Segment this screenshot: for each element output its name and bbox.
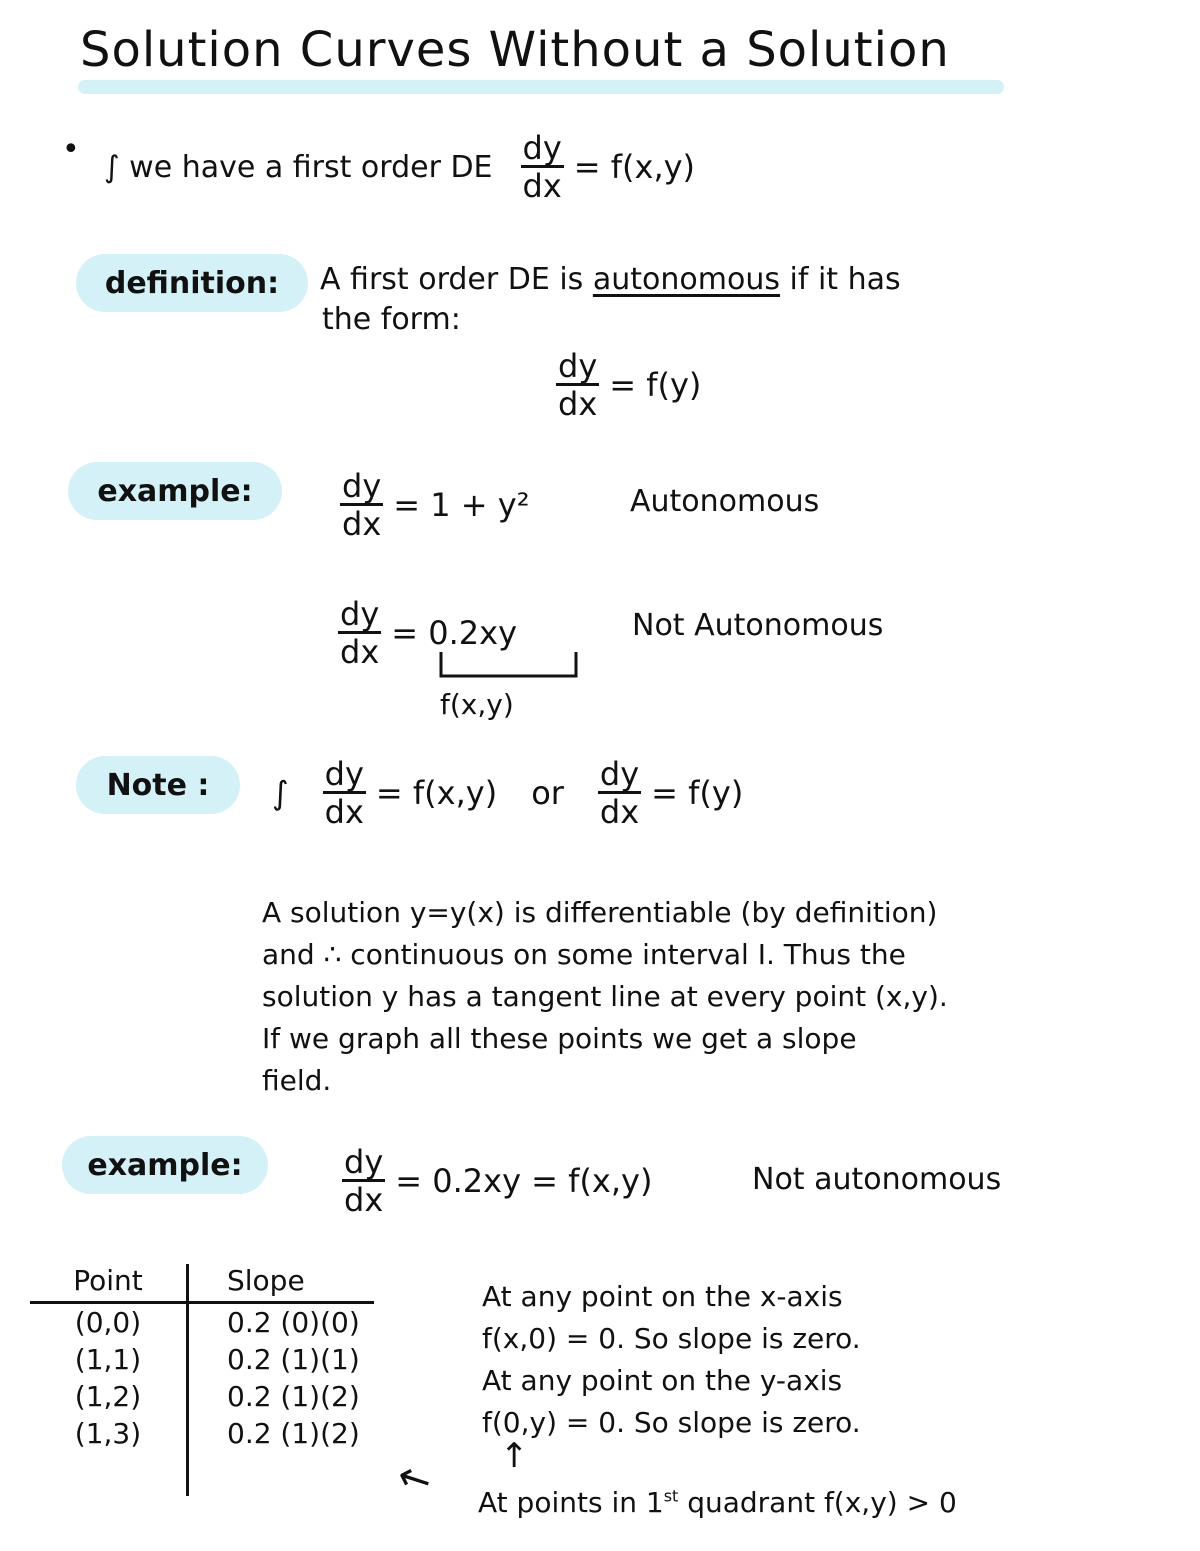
table-row <box>30 1378 374 1415</box>
definition-text-pre: A first order DE is <box>320 262 584 297</box>
table-row <box>30 1341 374 1378</box>
example1-note1: Autonomous <box>630 484 820 519</box>
note-paragraph <box>262 892 1192 1102</box>
fraction-denominator: dx <box>324 793 364 831</box>
fraction-numerator: dy <box>558 347 598 385</box>
note-equations <box>272 755 744 831</box>
fraction-numerator: dy <box>324 755 364 793</box>
paragraph-line: If we graph all these points we get a slope <box>262 1022 857 1055</box>
fraction-numerator: dy <box>342 467 382 505</box>
intro-fraction <box>521 129 564 205</box>
fraction-denominator: dx <box>522 167 562 205</box>
bottom-note-superscript: st <box>663 1486 679 1506</box>
example1-equation2-rhs: = 0.2xy <box>391 614 517 652</box>
table-cell-point: (1,2) <box>30 1378 188 1415</box>
observation-line: At any point on the x-axis <box>482 1280 843 1313</box>
paragraph-line: and ∴ continuous on some interval I. Thus the <box>262 938 906 971</box>
fraction-denominator: dx <box>342 505 382 543</box>
example2-equation-rhs: = 0.2xy = f(x,y) <box>395 1162 653 1200</box>
observation-line: f(0,y) = 0. So slope is zero. <box>482 1406 861 1439</box>
bottom-note-pre: At points in 1 <box>478 1486 664 1519</box>
fraction-numerator: dy <box>599 755 640 793</box>
definition-label: definition: <box>76 254 308 312</box>
table-cell-point: (1,1) <box>30 1341 188 1378</box>
table-cell-slope: 0.2 (1)(2) <box>227 1417 360 1450</box>
example1-note2: Not Autonomous <box>632 608 884 643</box>
note-equation2-rhs: = f(y) <box>651 774 744 812</box>
intro-equation-rhs: = f(x,y) <box>573 148 696 186</box>
definition-text-post: if it has <box>789 262 901 297</box>
table-header-row <box>30 1264 374 1303</box>
definition-equation <box>556 347 702 423</box>
note-or: or <box>531 774 564 812</box>
slope-table <box>30 1264 374 1496</box>
column-header-point: Point <box>30 1264 188 1303</box>
slope-table-wrapper <box>30 1264 374 1496</box>
table-row <box>30 1303 374 1342</box>
left-arrow-icon: ← <box>391 1451 438 1507</box>
example2-label: example: <box>62 1136 268 1194</box>
note-equation1-rhs: = f(x,y) <box>375 774 498 812</box>
page-title: Solution Curves Without a Solution <box>80 22 950 78</box>
table-cell-slope: 0.2 (1)(1) <box>227 1343 360 1376</box>
fraction-numerator: dy <box>340 595 380 633</box>
definition-fraction <box>556 347 599 423</box>
definition-text-line1 <box>320 262 901 297</box>
observation-line: At any point on the y-axis <box>482 1364 843 1397</box>
example1-fraction2 <box>338 595 381 671</box>
example1-equation1-rhs: = 1 + y² <box>393 486 530 524</box>
intro-line <box>104 129 696 205</box>
note-label: Note : <box>76 756 240 814</box>
definition-term: autonomous <box>592 262 780 297</box>
fraction-denominator: dx <box>340 633 380 671</box>
fraction-numerator: dy <box>522 129 562 167</box>
paragraph-line: A solution y=y(x) is differentiable (by definition) <box>262 896 938 929</box>
observations <box>482 1276 861 1444</box>
example1-fraction1 <box>340 467 383 543</box>
table-cell-slope: 0.2 (0)(0) <box>227 1306 360 1339</box>
example1-equation1 <box>340 467 530 543</box>
bottom-note-post: quadrant f(x,y) > 0 <box>687 1486 957 1519</box>
up-arrow-icon: ↑ <box>500 1436 529 1476</box>
column-header-slope: Slope <box>227 1264 305 1297</box>
fraction-denominator: dx <box>344 1181 384 1219</box>
brace-label: f(x,y) <box>440 688 514 721</box>
intro-text: ∫ we have a first order DE <box>104 149 493 185</box>
table-cell-point: (1,3) <box>30 1415 188 1496</box>
title-highlight <box>78 80 1004 94</box>
table-cell-point: (0,0) <box>30 1303 188 1342</box>
underbrace <box>438 648 580 682</box>
fraction-denominator: dx <box>558 385 598 423</box>
observation-line: f(x,0) = 0. So slope is zero. <box>482 1322 861 1355</box>
note-fraction1 <box>323 755 366 831</box>
note-fraction2 <box>598 755 641 831</box>
bottom-note <box>478 1486 957 1519</box>
example2-fraction <box>342 1143 385 1219</box>
definition-text-line2: the form: <box>322 302 461 337</box>
definition-equation-rhs: = f(y) <box>609 366 702 404</box>
table-cell-slope: 0.2 (1)(2) <box>227 1380 360 1413</box>
example2-equation <box>342 1143 653 1219</box>
fraction-denominator: dx <box>599 793 640 831</box>
bullet-marker: • <box>62 132 80 167</box>
example2-note: Not autonomous <box>752 1162 1002 1197</box>
note-prefix: ∫ <box>272 774 289 812</box>
table-row <box>30 1415 374 1496</box>
paragraph-line: field. <box>262 1064 332 1097</box>
example-label: example: <box>68 462 282 520</box>
fraction-numerator: dy <box>344 1143 384 1181</box>
paragraph-line: solution y has a tangent line at every point (x,y). <box>262 980 948 1013</box>
